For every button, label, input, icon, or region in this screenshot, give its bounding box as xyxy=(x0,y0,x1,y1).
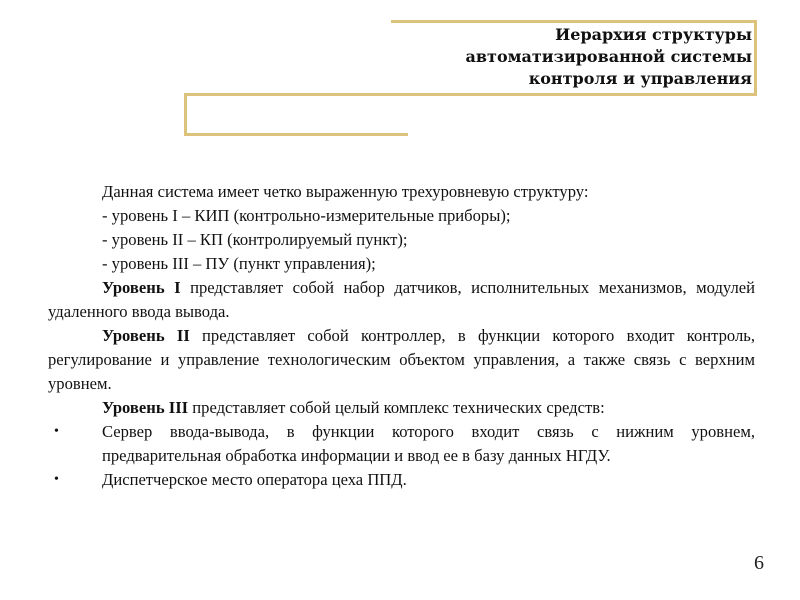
level-list-item-3: - уровень III – ПУ (пункт управления); xyxy=(102,254,376,273)
level-list-item-1: - уровень I – КИП (контрольно-измерительные приборы); xyxy=(102,206,511,225)
bullet-text-1: Сервер ввода-вывода, в функции которого входит связь с нижним уровнем, предварительная обработка информации и ввод ее в базу данных НГДУ. xyxy=(102,422,755,465)
level3-text: представляет собой целый комплекс технических средств: xyxy=(188,398,605,417)
level-list-item-2: - уровень II – КП (контролируемый пункт); xyxy=(102,230,408,249)
page-number: 6 xyxy=(754,552,764,574)
level3-label: Уровень III xyxy=(102,398,189,417)
level1-label: Уровень I xyxy=(102,278,181,297)
slide-title xyxy=(332,24,752,90)
title-line-1: Иерархия структуры xyxy=(555,25,752,44)
bullet-dot-icon: • xyxy=(54,472,59,487)
bullet-item-2 xyxy=(48,468,755,492)
level1-text: представляет собой набор датчиков, исполнительных механизмов, модулей удаленного ввода вывода. xyxy=(48,278,755,321)
bullet-item-1 xyxy=(48,420,755,468)
level3-paragraph xyxy=(48,396,755,420)
title-line-3: контроля и управления xyxy=(528,69,752,88)
level2-paragraph xyxy=(48,324,755,396)
level2-text: представляет собой контроллер, в функции которого входит контроль, регулирование и управление технологическим объектом управления, а также связь с верхним уровнем. xyxy=(48,326,755,393)
intro-paragraph: Данная система имеет четко выраженную трехуровневую структуру: xyxy=(102,182,589,201)
bullet-dot-icon: • xyxy=(54,424,59,439)
level2-label: Уровень II xyxy=(102,326,190,345)
title-line-2: автоматизированной системы xyxy=(465,47,752,66)
slide-content xyxy=(48,180,755,492)
level1-paragraph xyxy=(48,276,755,324)
bullet-text-2: Диспетчерское место оператора цеха ППД. xyxy=(102,470,407,489)
title-frame-bottom xyxy=(184,94,408,136)
